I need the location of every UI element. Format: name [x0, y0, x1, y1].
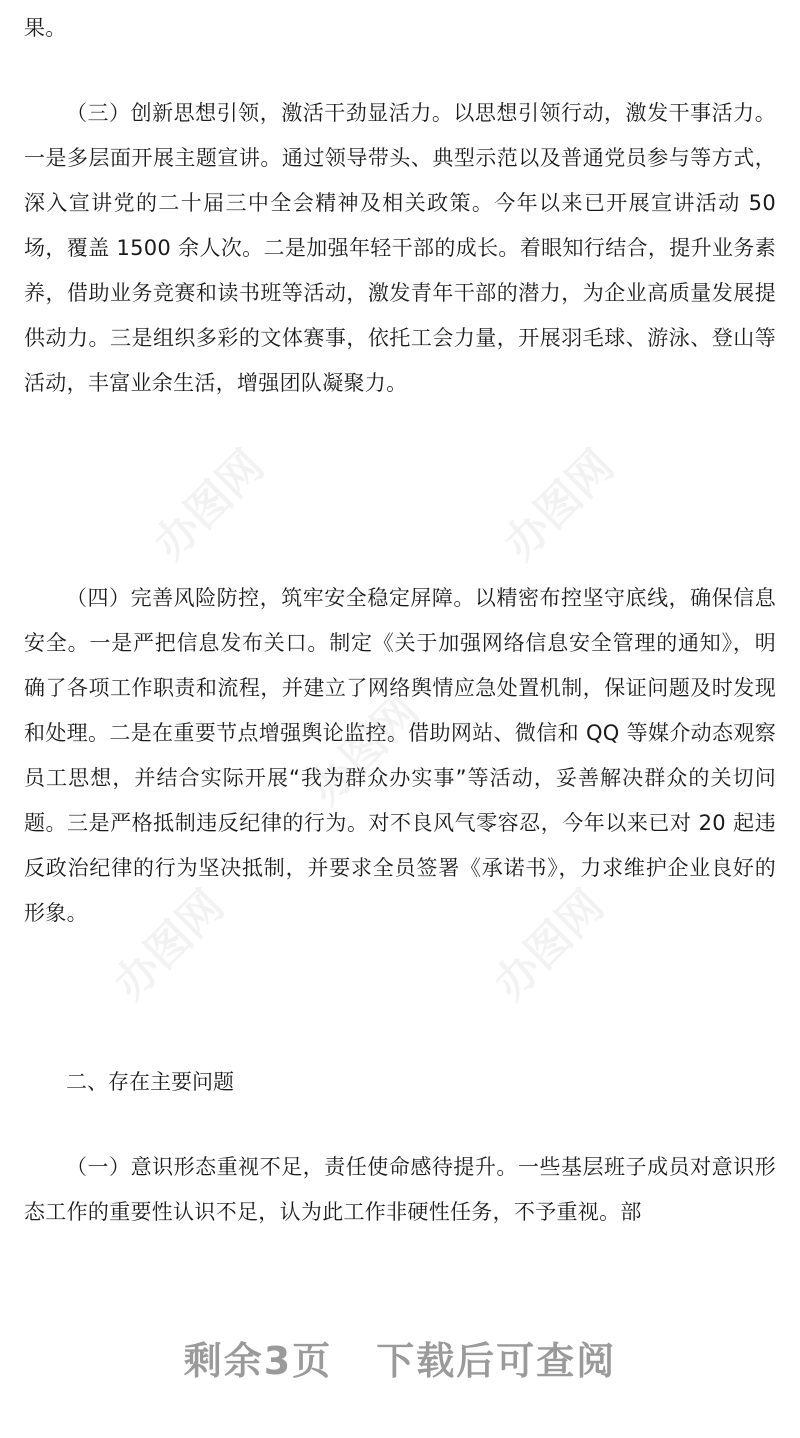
paragraph-continuation: 果。 [24, 16, 67, 40]
watermark: 办图网 [104, 880, 234, 1010]
section-heading: 二、存在主要问题 [66, 1070, 234, 1094]
watermark: 办图网 [494, 440, 624, 570]
paragraph-section-3: （三）创新思想引领，激活干劲显活力。以思想引领行动，激发干事活力。一是多层面开展主题宣讲。通过领导带头、典型示范以及普通党员参与等方式，深入宣讲党的二十届三中全会精神及相关政策。今年以来已开展宣讲活动 50 场，覆盖 1500 余人次。二是加强年轻干部的成长。着眼知行结合，提升业务素养，借助业务竞赛和读书班等活动，激发青年干部的潜力，为企业高质量发展提供动力。三是组织多彩的文体赛事，依托工会力量，开展羽毛球、游泳、登山等活动，丰富业余生活，增强团队凝聚力。 [24, 101, 776, 395]
paragraph-problem-1: （一）意识形态重视不足，责任使命感待提升。一些基层班子成员对意识形态工作的重要性认识不足，认为此工作非硬性任务，不予重视。部 [24, 1155, 776, 1224]
download-prompt-banner[interactable] [0, 1330, 800, 1385]
watermark: 办图网 [299, 685, 429, 815]
watermark: 办图网 [484, 880, 614, 1010]
download-to-view-label: 下载后可查阅 [376, 1339, 617, 1383]
remaining-pages-label: 剩余3页 [183, 1339, 333, 1383]
watermark: 办图网 [144, 440, 274, 570]
paragraph-section-4: （四）完善风险防控，筑牢安全稳定屏障。以精密布控坚守底线，确保信息安全。一是严把信息发布关口。制定《关于加强网络信息安全管理的通知》，明确了各项工作职责和流程，并建立了网络舆情应急处置机制，保证问题及时发现和处理。二是在重要节点增强舆论监控。借助网站、微信和 QQ 等媒介动态观察员工思想，并结合实际开展“我为群众办实事”等活动，妥善解决群众的关切问题。三是严格抵制违反纪律的行为。对不良风气零容忍，今年以来已对 20 起违反政治纪律的行为坚决抵制，并要求全员签署《承诺书》，力求维护企业良好的形象。 [24, 586, 776, 925]
